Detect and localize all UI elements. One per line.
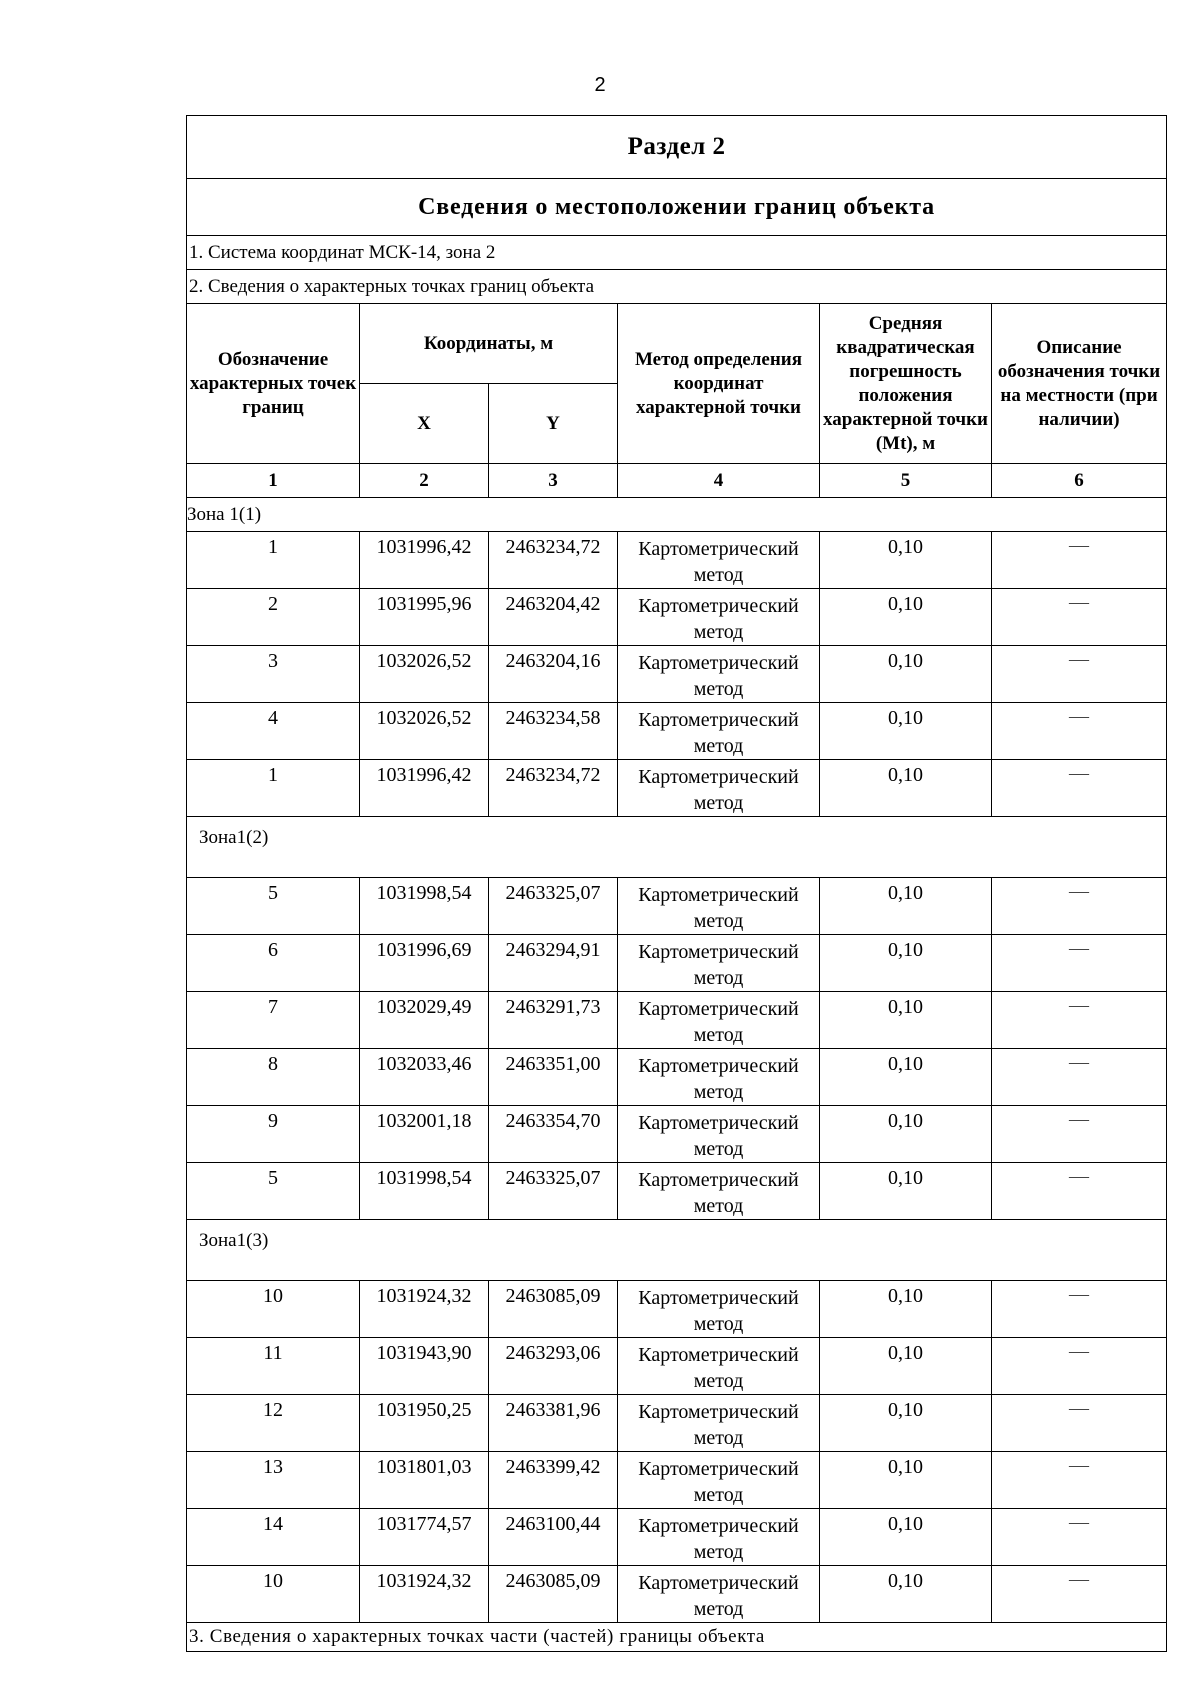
header-y: Y <box>489 384 618 464</box>
method: Картометрический метод <box>618 703 820 760</box>
error-value: 0,10 <box>820 1106 992 1163</box>
coord-y: 2463399,42 <box>489 1452 618 1509</box>
column-number: 4 <box>618 464 820 498</box>
table-row <box>187 935 1167 992</box>
description: — <box>992 703 1167 760</box>
coord-y: 2463351,00 <box>489 1049 618 1106</box>
method: Картометрический метод <box>618 878 820 935</box>
section-title: Раздел 2 <box>187 116 1167 179</box>
error-value: 0,10 <box>820 992 992 1049</box>
coord-system: 1. Система координат МСК-14, зона 2 <box>187 236 1167 270</box>
zone-label: Зона1(3) <box>187 1220 1167 1281</box>
coord-y: 2463100,44 <box>489 1509 618 1566</box>
description: — <box>992 760 1167 817</box>
section-subtitle: Сведения о местоположении границ объекта <box>187 179 1167 236</box>
description: — <box>992 1566 1167 1623</box>
page-number: 2 <box>594 74 606 96</box>
description: — <box>992 1395 1167 1452</box>
method: Картометрический метод <box>618 1395 820 1452</box>
method: Картометрический метод <box>618 532 820 589</box>
error-value: 0,10 <box>820 1049 992 1106</box>
table-row <box>187 646 1167 703</box>
column-number: 6 <box>992 464 1167 498</box>
point-number: 5 <box>187 1163 360 1220</box>
table-row <box>187 760 1167 817</box>
error-value: 0,10 <box>820 935 992 992</box>
coord-x: 1031996,42 <box>360 532 489 589</box>
description: — <box>992 1281 1167 1338</box>
point-number: 9 <box>187 1106 360 1163</box>
coord-y: 2463085,09 <box>489 1281 618 1338</box>
point-number: 14 <box>187 1509 360 1566</box>
description: — <box>992 1338 1167 1395</box>
table-row <box>187 1281 1167 1338</box>
coord-x: 1031950,25 <box>360 1395 489 1452</box>
point-number: 4 <box>187 703 360 760</box>
coord-x: 1031943,90 <box>360 1338 489 1395</box>
description: — <box>992 1049 1167 1106</box>
point-number: 2 <box>187 589 360 646</box>
error-value: 0,10 <box>820 760 992 817</box>
error-value: 0,10 <box>820 1338 992 1395</box>
method: Картометрический метод <box>618 1106 820 1163</box>
method: Картометрический метод <box>618 1509 820 1566</box>
coord-x: 1032029,49 <box>360 992 489 1049</box>
header-coordinates: Координаты, м <box>360 304 618 384</box>
coord-y: 2463293,06 <box>489 1338 618 1395</box>
error-value: 0,10 <box>820 1281 992 1338</box>
coord-y: 2463294,91 <box>489 935 618 992</box>
points-heading: 2. Сведения о характерных точках границ объекта <box>187 270 1167 304</box>
table-row <box>187 1566 1167 1623</box>
description: — <box>992 1452 1167 1509</box>
table-row <box>187 992 1167 1049</box>
header-error: Средняя квадратическая погрешность положения характерной точки (Mt), м <box>820 304 992 464</box>
table-row <box>187 532 1167 589</box>
header-description: Описание обозначения точки на местности (при наличии) <box>992 304 1167 464</box>
point-number: 3 <box>187 646 360 703</box>
coord-x: 1031774,57 <box>360 1509 489 1566</box>
coord-y: 2463234,58 <box>489 703 618 760</box>
table-row <box>187 1338 1167 1395</box>
coord-x: 1031801,03 <box>360 1452 489 1509</box>
description: — <box>992 878 1167 935</box>
boundary-table <box>186 115 1167 1652</box>
coord-y: 2463291,73 <box>489 992 618 1049</box>
method: Картометрический метод <box>618 992 820 1049</box>
coord-x: 1031924,32 <box>360 1566 489 1623</box>
error-value: 0,10 <box>820 646 992 703</box>
coord-x: 1031996,69 <box>360 935 489 992</box>
coord-y: 2463381,96 <box>489 1395 618 1452</box>
description: — <box>992 589 1167 646</box>
method: Картометрический метод <box>618 1566 820 1623</box>
zone-label: Зона1(2) <box>187 817 1167 878</box>
point-number: 1 <box>187 760 360 817</box>
coord-y: 2463085,09 <box>489 1566 618 1623</box>
description: — <box>992 1163 1167 1220</box>
coord-y: 2463325,07 <box>489 878 618 935</box>
point-number: 7 <box>187 992 360 1049</box>
point-number: 1 <box>187 532 360 589</box>
error-value: 0,10 <box>820 1452 992 1509</box>
coord-y: 2463204,16 <box>489 646 618 703</box>
error-value: 0,10 <box>820 1395 992 1452</box>
method: Картометрический метод <box>618 935 820 992</box>
table-row <box>187 1049 1167 1106</box>
error-value: 0,10 <box>820 532 992 589</box>
error-value: 0,10 <box>820 703 992 760</box>
coord-x: 1031995,96 <box>360 589 489 646</box>
header-method: Метод определения координат характерной точки <box>618 304 820 464</box>
point-number: 13 <box>187 1452 360 1509</box>
table-row <box>187 1452 1167 1509</box>
error-value: 0,10 <box>820 1509 992 1566</box>
header-point-label: Обозначение характерных точек границ <box>187 304 360 464</box>
method: Картометрический метод <box>618 1163 820 1220</box>
method: Картометрический метод <box>618 1049 820 1106</box>
description: — <box>992 646 1167 703</box>
coord-y: 2463325,07 <box>489 1163 618 1220</box>
point-number: 6 <box>187 935 360 992</box>
coord-y: 2463234,72 <box>489 532 618 589</box>
header-x: X <box>360 384 489 464</box>
coord-x: 1032001,18 <box>360 1106 489 1163</box>
point-number: 8 <box>187 1049 360 1106</box>
error-value: 0,10 <box>820 1566 992 1623</box>
column-number: 1 <box>187 464 360 498</box>
coord-x: 1031996,42 <box>360 760 489 817</box>
point-number: 10 <box>187 1566 360 1623</box>
error-value: 0,10 <box>820 589 992 646</box>
method: Картометрический метод <box>618 1452 820 1509</box>
point-number: 5 <box>187 878 360 935</box>
point-number: 11 <box>187 1338 360 1395</box>
coord-y: 2463204,42 <box>489 589 618 646</box>
method: Картометрический метод <box>618 589 820 646</box>
point-number: 12 <box>187 1395 360 1452</box>
error-value: 0,10 <box>820 878 992 935</box>
coord-y: 2463354,70 <box>489 1106 618 1163</box>
parts-heading: 3. Сведения о характерных точках части (частей) границы объекта <box>187 1623 1167 1652</box>
method: Картометрический метод <box>618 1281 820 1338</box>
description: — <box>992 935 1167 992</box>
table-row <box>187 703 1167 760</box>
zone-label: Зона 1(1) <box>187 498 1167 532</box>
table-row <box>187 1395 1167 1452</box>
column-number: 5 <box>820 464 992 498</box>
description: — <box>992 1509 1167 1566</box>
coord-x: 1031924,32 <box>360 1281 489 1338</box>
table-row <box>187 1106 1167 1163</box>
table-row <box>187 1163 1167 1220</box>
method: Картометрический метод <box>618 760 820 817</box>
column-number: 2 <box>360 464 489 498</box>
coord-x: 1032033,46 <box>360 1049 489 1106</box>
point-number: 10 <box>187 1281 360 1338</box>
description: — <box>992 992 1167 1049</box>
coord-x: 1031998,54 <box>360 878 489 935</box>
error-value: 0,10 <box>820 1163 992 1220</box>
column-number: 3 <box>489 464 618 498</box>
coord-x: 1031998,54 <box>360 1163 489 1220</box>
coord-x: 1032026,52 <box>360 703 489 760</box>
coord-y: 2463234,72 <box>489 760 618 817</box>
table-row <box>187 1509 1167 1566</box>
table-row <box>187 878 1167 935</box>
table-row <box>187 589 1167 646</box>
method: Картометрический метод <box>618 646 820 703</box>
description: — <box>992 532 1167 589</box>
coord-x: 1032026,52 <box>360 646 489 703</box>
method: Картометрический метод <box>618 1338 820 1395</box>
description: — <box>992 1106 1167 1163</box>
